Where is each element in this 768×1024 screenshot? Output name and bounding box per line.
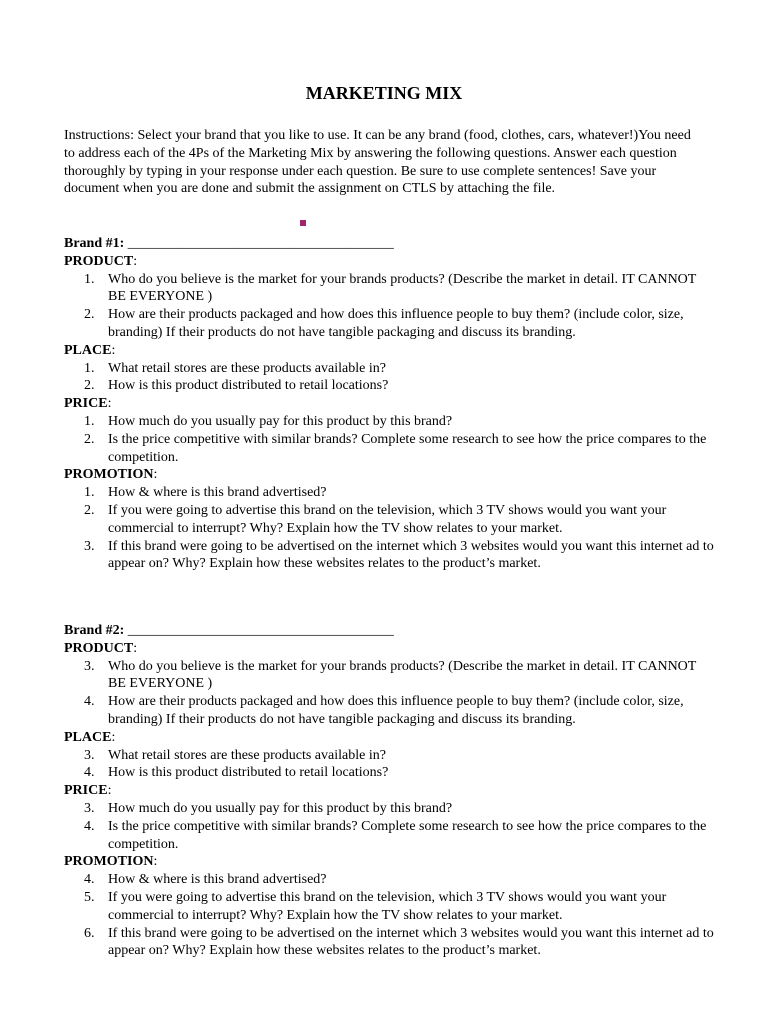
page-title: MARKETING MIX — [305, 83, 463, 103]
question-number: 3. — [84, 747, 95, 763]
section-name: PRODUCT — [64, 253, 134, 269]
question-number: 6. — [84, 925, 95, 941]
question-number: 4. — [84, 872, 95, 888]
section-colon: : — [153, 467, 158, 483]
section-name: PRICE — [64, 396, 108, 412]
question-item — [64, 413, 714, 431]
question-text: How is this product distributed to retail locations? — [108, 765, 389, 781]
question-list — [64, 360, 714, 396]
question-text: Who do you believe is the market for your brands products? (Describe the market in detail. IT CANNOT BE EVERYONE ) — [108, 658, 697, 692]
question-item — [64, 271, 714, 307]
question-item — [64, 818, 714, 854]
question-item — [64, 747, 714, 765]
section-heading-promotion — [64, 853, 714, 871]
question-item — [64, 484, 714, 502]
instructions-paragraph: Instructions: Select your brand that you like to use. It can be any brand (food, clothes, cars, whatever!)You need to address each of the 4Ps of the Marketing Mix by answering the following questions. Answer each question thoroughly by typing in your response under each question. Be sure to use complete sentences! Save your document when you are done and submit the assignment on CTLS by attaching the file. — [64, 128, 691, 197]
question-number: 1. — [84, 271, 95, 287]
question-text: How much do you usually pay for this product by this brand? — [108, 800, 453, 816]
question-item — [64, 925, 714, 961]
question-text: Is the price competitive with similar brands? Complete some research to see how the price compares to the competition. — [108, 431, 707, 465]
brand-label-line — [64, 235, 714, 253]
section-name: PRODUCT — [64, 640, 134, 656]
question-text: If you were going to advertise this brand on the television, which 3 TV shows would you want your commercial to interrupt? Why? Explain how the TV show relates to your market. — [108, 889, 667, 923]
brand-label: Brand #2: — [64, 623, 125, 638]
question-list — [64, 800, 714, 853]
question-text: How are their products packaged and how does this influence people to buy them? (include color, size, branding) If their products do not have tangible packaging and discuss its branding. — [108, 307, 684, 340]
question-list — [64, 871, 714, 960]
section-colon: : — [153, 854, 158, 870]
section-name: PRICE — [64, 783, 108, 799]
section-colon: : — [111, 342, 116, 358]
brand-block-1 — [64, 235, 714, 573]
question-number: 2. — [84, 431, 95, 447]
question-text: If this brand were going to be advertised on the internet which 3 websites would you want this internet ad to appear on? Why? Explain how these websites relates to the product’s market. — [108, 538, 714, 572]
question-item — [64, 764, 714, 782]
question-item — [64, 871, 714, 889]
section-name: PROMOTION — [64, 854, 154, 870]
question-text: If you were going to advertise this brand on the television, which 3 TV shows would you want your commercial to interrupt? Why? Explain how the TV show relates to your market. — [108, 502, 667, 536]
brand-name-blank: ______________________________________ — [127, 236, 394, 251]
section-colon: : — [107, 396, 112, 412]
question-text: How much do you usually pay for this product by this brand? — [108, 413, 453, 429]
question-number: 1. — [84, 360, 95, 376]
question-number: 1. — [84, 413, 95, 429]
section-heading-place — [64, 342, 714, 360]
question-list — [64, 271, 714, 342]
question-text: How are their products packaged and how does this influence people to buy them? (include color, size, branding) If their products do not have tangible packaging and discuss its branding. — [108, 694, 684, 727]
question-item — [64, 306, 714, 342]
question-item — [64, 693, 714, 729]
brand-label: Brand #1: — [64, 236, 125, 251]
question-number: 2. — [84, 502, 95, 518]
question-text: How & where is this brand advertised? — [108, 485, 327, 501]
section-colon: : — [111, 729, 116, 745]
section-colon: : — [133, 640, 138, 656]
question-item — [64, 360, 714, 378]
question-number: 1. — [84, 485, 95, 501]
question-text: If this brand were going to be advertised on the internet which 3 websites would you want this internet ad to appear on? Why? Explain how these websites relates to the product’s market. — [108, 925, 714, 959]
question-number: 4. — [84, 694, 95, 710]
question-text: Who do you believe is the market for your brands products? (Describe the market in detail. IT CANNOT BE EVERYONE ) — [108, 271, 697, 305]
brand-label-line — [64, 622, 714, 640]
question-number: 3. — [84, 658, 95, 674]
question-item — [64, 658, 714, 694]
section-name: PROMOTION — [64, 467, 154, 483]
question-item — [64, 377, 714, 395]
question-number: 4. — [84, 765, 95, 781]
question-text: What retail stores are these products available in? — [108, 747, 386, 763]
question-number: 3. — [84, 800, 95, 816]
question-text: How is this product distributed to retail locations? — [108, 378, 389, 394]
section-heading-promotion — [64, 466, 714, 484]
question-text: How & where is this brand advertised? — [108, 872, 327, 888]
section-name: PLACE — [64, 342, 112, 358]
section-heading-product — [64, 253, 714, 271]
section-name: PLACE — [64, 729, 112, 745]
section-heading-price — [64, 782, 714, 800]
question-item — [64, 889, 714, 925]
brand-name-blank: ______________________________________ — [127, 623, 394, 638]
question-text: What retail stores are these products available in? — [108, 360, 386, 376]
section-heading-place — [64, 729, 714, 747]
question-item — [64, 431, 714, 467]
section-heading-price — [64, 395, 714, 413]
question-list — [64, 413, 714, 466]
question-number: 3. — [84, 538, 95, 554]
question-item — [64, 800, 714, 818]
section-colon: : — [107, 783, 112, 799]
question-list — [64, 484, 714, 573]
question-item — [64, 502, 714, 538]
question-number: 2. — [84, 307, 95, 323]
section-colon: : — [133, 253, 138, 269]
question-number: 4. — [84, 818, 95, 834]
brand-block-2 — [64, 622, 714, 960]
question-text: Is the price competitive with similar brands? Complete some research to see how the price compares to the competition. — [108, 818, 707, 852]
section-heading-product — [64, 640, 714, 658]
square-bullet-marker — [300, 220, 306, 226]
question-list — [64, 747, 714, 783]
question-number: 2. — [84, 378, 95, 394]
question-list — [64, 658, 714, 729]
question-item — [64, 538, 714, 574]
question-number: 5. — [84, 889, 95, 905]
